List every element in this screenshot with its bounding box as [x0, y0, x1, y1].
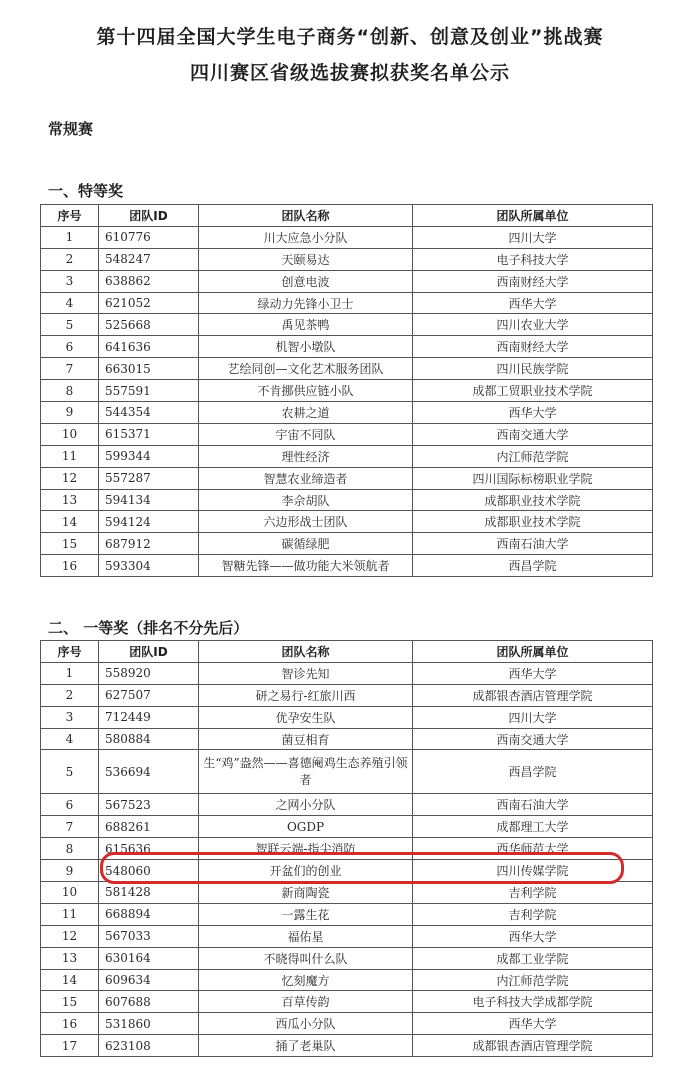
cell-no: 7 [41, 358, 99, 380]
cell-team-name: 捅了老巢队 [199, 1035, 413, 1057]
cell-team-name: 优孕安生队 [199, 706, 413, 728]
cell-no: 11 [41, 445, 99, 467]
cell-team-id: 609634 [99, 969, 199, 991]
cell-team-id: 525668 [99, 314, 199, 336]
cell-no: 2 [41, 248, 99, 270]
cell-no: 9 [41, 860, 99, 882]
cell-team-name: 生“鸡”盎然——喜德阉鸡生态养殖引领者 [199, 750, 413, 794]
cell-team-id: 599344 [99, 445, 199, 467]
table-row [41, 947, 653, 969]
document-title-line-2: 四川赛区省级选拔赛拟获奖名单公示 [189, 62, 510, 84]
table-header-row [41, 641, 653, 663]
cell-unit: 西华大学 [413, 662, 653, 684]
table-row [41, 248, 653, 270]
cell-team-name: OGDP [199, 816, 413, 838]
table-row [41, 402, 653, 424]
cell-unit: 成都银杏酒店管理学院 [413, 1035, 653, 1057]
table-row [41, 467, 653, 489]
cell-team-name: 智慧农业缔造者 [199, 467, 413, 489]
cell-no: 6 [41, 794, 99, 816]
table-row [41, 226, 653, 248]
cell-unit: 西华大学 [413, 1013, 653, 1035]
cell-unit: 成都职业技术学院 [413, 489, 653, 511]
cell-no: 17 [41, 1035, 99, 1057]
cell-team-name: 禹见茶鸭 [199, 314, 413, 336]
cell-team-id: 621052 [99, 292, 199, 314]
first-award-heading: 二、 一等奖（排名不分先后） [48, 619, 249, 637]
cell-team-name: 李佘胡队 [199, 489, 413, 511]
cell-team-name: 天颐易达 [199, 248, 413, 270]
cell-unit: 西南石油大学 [413, 533, 653, 555]
cell-team-name: 智糖先锋——做功能大米领航者 [199, 555, 413, 577]
table-row [41, 662, 653, 684]
cell-unit: 成都银杏酒店管理学院 [413, 684, 653, 706]
cell-team-name: 农耕之道 [199, 402, 413, 424]
table-row [41, 423, 653, 445]
cell-unit: 四川传媒学院 [413, 860, 653, 882]
cell-no: 6 [41, 336, 99, 358]
table-row [41, 292, 653, 314]
cell-team-id: 663015 [99, 358, 199, 380]
table-row [41, 794, 653, 816]
cell-team-id: 641636 [99, 336, 199, 358]
cell-team-id: 610776 [99, 226, 199, 248]
cell-no: 15 [41, 533, 99, 555]
cell-unit: 西昌学院 [413, 555, 653, 577]
table-row [41, 925, 653, 947]
cell-no: 3 [41, 706, 99, 728]
cell-team-name: 不晓得叫什么队 [199, 947, 413, 969]
cell-team-id: 668894 [99, 903, 199, 925]
cell-team-id: 558920 [99, 662, 199, 684]
special-award-heading: 一、特等奖 [48, 182, 124, 200]
cell-no: 5 [41, 314, 99, 336]
cell-team-name: 理性经济 [199, 445, 413, 467]
cell-team-id: 544354 [99, 402, 199, 424]
cell-unit: 四川大学 [413, 706, 653, 728]
cell-team-name: 福佑星 [199, 925, 413, 947]
cell-team-name: 机智小墩队 [199, 336, 413, 358]
col-header-team-name: 团队名称 [199, 641, 413, 663]
document-title-line-1: 第十四届全国大学生电子商务“创新、创意及创业”挑战赛 [96, 26, 604, 48]
cell-team-name: 一露生花 [199, 903, 413, 925]
cell-team-name: 菌豆相育 [199, 728, 413, 750]
cell-team-id: 567523 [99, 794, 199, 816]
cell-no: 8 [41, 380, 99, 402]
cell-no: 1 [41, 662, 99, 684]
cell-team-id: 623108 [99, 1035, 199, 1057]
cell-no: 2 [41, 684, 99, 706]
cell-team-id: 615636 [99, 838, 199, 860]
cell-team-id: 638862 [99, 270, 199, 292]
cell-unit: 内江师范学院 [413, 445, 653, 467]
cell-team-name: 六边形战士团队 [199, 511, 413, 533]
cell-unit: 电子科技大学成都学院 [413, 991, 653, 1013]
cell-team-name: 艺绘同创—文化艺术服务团队 [199, 358, 413, 380]
cell-team-id: 548247 [99, 248, 199, 270]
cell-team-name: 开盆们的创业 [199, 860, 413, 882]
cell-unit: 四川国际标榜职业学院 [413, 467, 653, 489]
cell-unit: 电子科技大学 [413, 248, 653, 270]
cell-unit: 吉利学院 [413, 882, 653, 904]
cell-team-id: 581428 [99, 882, 199, 904]
table-row [41, 816, 653, 838]
table-row [41, 684, 653, 706]
cell-team-id: 531860 [99, 1013, 199, 1035]
table-row [41, 314, 653, 336]
cell-no: 16 [41, 1013, 99, 1035]
cell-team-id: 630164 [99, 947, 199, 969]
col-header-team-name: 团队名称 [199, 205, 413, 227]
table-row [41, 555, 653, 577]
cell-team-id: 594134 [99, 489, 199, 511]
table-row [41, 445, 653, 467]
cell-team-name: 智诊先知 [199, 662, 413, 684]
table-header-row [41, 205, 653, 227]
table-row [41, 969, 653, 991]
cell-no: 14 [41, 969, 99, 991]
cell-team-name: 研之易行-红旅川西 [199, 684, 413, 706]
cell-unit: 西华大学 [413, 402, 653, 424]
cell-team-id: 687912 [99, 533, 199, 555]
cell-team-id: 594124 [99, 511, 199, 533]
cell-no: 10 [41, 882, 99, 904]
cell-unit: 西昌学院 [413, 750, 653, 794]
table-row [41, 991, 653, 1013]
table-row [41, 728, 653, 750]
col-header-unit: 团队所属单位 [413, 205, 653, 227]
cell-team-id: 557287 [99, 467, 199, 489]
cell-team-id: 536694 [99, 750, 199, 794]
cell-unit: 西华师范大学 [413, 838, 653, 860]
table-row [41, 903, 653, 925]
cell-no: 13 [41, 947, 99, 969]
cell-unit: 内江师范学院 [413, 969, 653, 991]
col-header-team-id: 团队ID [99, 641, 199, 663]
col-header-no: 序号 [41, 205, 99, 227]
cell-team-id: 627507 [99, 684, 199, 706]
cell-team-name: 绿动力先锋小卫士 [199, 292, 413, 314]
cell-no: 5 [41, 750, 99, 794]
cell-team-id: 580884 [99, 728, 199, 750]
special-award-table [40, 204, 653, 577]
cell-unit: 西南交通大学 [413, 423, 653, 445]
table-row [41, 336, 653, 358]
cell-team-name: 忆刻魔方 [199, 969, 413, 991]
cell-team-id: 557591 [99, 380, 199, 402]
cell-unit: 成都工贸职业技术学院 [413, 380, 653, 402]
cell-team-id: 688261 [99, 816, 199, 838]
cell-no: 13 [41, 489, 99, 511]
col-header-team-id: 团队ID [99, 205, 199, 227]
cell-unit: 西南交通大学 [413, 728, 653, 750]
cell-no: 4 [41, 728, 99, 750]
cell-team-id: 607688 [99, 991, 199, 1013]
cell-no: 11 [41, 903, 99, 925]
first-award-table [40, 640, 653, 1057]
cell-unit: 成都理工大学 [413, 816, 653, 838]
table-row [41, 533, 653, 555]
red-highlight-circle [100, 852, 624, 884]
cell-no: 15 [41, 991, 99, 1013]
cell-team-id: 548060 [99, 860, 199, 882]
table-row [41, 511, 653, 533]
cell-unit: 四川民族学院 [413, 358, 653, 380]
cell-no: 10 [41, 423, 99, 445]
cell-no: 7 [41, 816, 99, 838]
cell-unit: 吉利学院 [413, 903, 653, 925]
cell-unit: 西华大学 [413, 925, 653, 947]
cell-unit: 西南财经大学 [413, 270, 653, 292]
cell-no: 1 [41, 226, 99, 248]
cell-no: 16 [41, 555, 99, 577]
table-row [41, 1035, 653, 1057]
cell-unit: 西南财经大学 [413, 336, 653, 358]
cell-team-name: 之网小分队 [199, 794, 413, 816]
cell-team-name: 新商陶瓷 [199, 882, 413, 904]
cell-no: 4 [41, 292, 99, 314]
cell-no: 3 [41, 270, 99, 292]
cell-team-id: 712449 [99, 706, 199, 728]
table-row [41, 358, 653, 380]
table-row [41, 270, 653, 292]
cell-team-name: 百草传韵 [199, 991, 413, 1013]
cell-no: 12 [41, 925, 99, 947]
cell-no: 8 [41, 838, 99, 860]
cell-unit: 成都职业技术学院 [413, 511, 653, 533]
cell-team-name: 宇宙不同队 [199, 423, 413, 445]
table-row [41, 380, 653, 402]
table-row [41, 1013, 653, 1035]
col-header-unit: 团队所属单位 [413, 641, 653, 663]
cell-team-name: 智联云端-指尖消防 [199, 838, 413, 860]
cell-team-name: 创意电波 [199, 270, 413, 292]
col-header-no: 序号 [41, 641, 99, 663]
cell-team-name: 西瓜小分队 [199, 1013, 413, 1035]
cell-unit: 西华大学 [413, 292, 653, 314]
section-regular-heading: 常规赛 [48, 120, 94, 138]
cell-no: 14 [41, 511, 99, 533]
cell-no: 9 [41, 402, 99, 424]
cell-no: 12 [41, 467, 99, 489]
cell-unit: 成都工业学院 [413, 947, 653, 969]
table-row [41, 706, 653, 728]
cell-unit: 四川大学 [413, 226, 653, 248]
cell-team-name: 碳循绿肥 [199, 533, 413, 555]
table-row [41, 489, 653, 511]
table-row [41, 750, 653, 794]
cell-unit: 四川农业大学 [413, 314, 653, 336]
cell-unit: 西南石油大学 [413, 794, 653, 816]
cell-team-name: 川大应急小分队 [199, 226, 413, 248]
table-row [41, 882, 653, 904]
cell-team-id: 567033 [99, 925, 199, 947]
cell-team-id: 593304 [99, 555, 199, 577]
cell-team-id: 615371 [99, 423, 199, 445]
cell-team-name: 不肯挪供应链小队 [199, 380, 413, 402]
